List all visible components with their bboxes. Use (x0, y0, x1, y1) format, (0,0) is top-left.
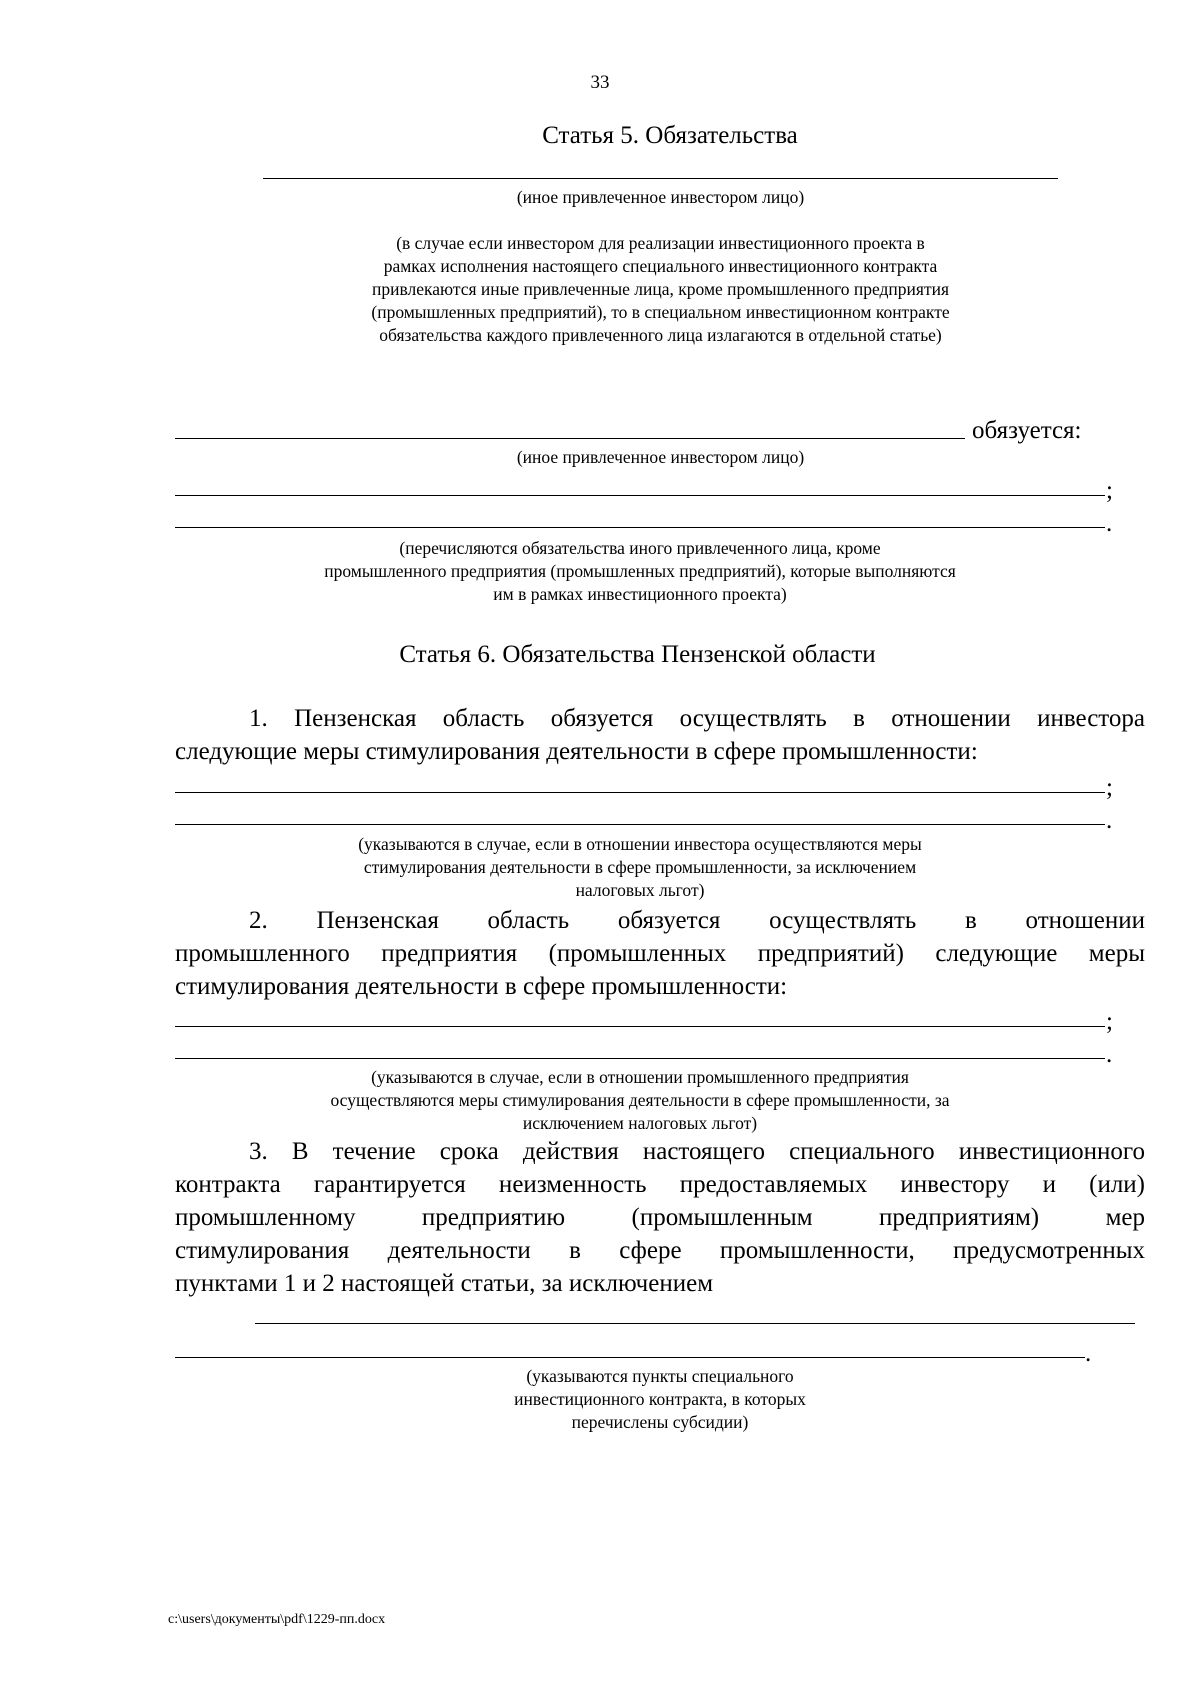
period: . (1085, 1340, 1092, 1367)
paragraph-3-line-1: 3. В течение срока действия настоящего специального инвестиционного (249, 1138, 1145, 1165)
paragraph-2-line-2: промышленного предприятия (промышленных предприятий) следующие меры (175, 940, 1145, 967)
paragraph-1-line-2: следующие меры стимулирования деятельности в сфере промышленности: (175, 738, 978, 765)
note-line: (в случае если инвестором для реализации инвестиционного проекта в (396, 233, 925, 253)
note-case (263, 232, 1058, 347)
note-line: стимулирования деятельности в сфере промышленности, за исключением (363, 857, 917, 877)
paragraph-2-line-3: стимулирования деятельности в сфере промышленности: (175, 973, 788, 1000)
note-line: инвестиционного контракта, в которых (514, 1389, 806, 1409)
semicolon: ; (1106, 774, 1113, 801)
period: . (1106, 510, 1113, 537)
obliges-text: обязуется: (972, 417, 1082, 444)
note-line: перечислены субсидии) (571, 1412, 749, 1432)
paragraph-3-line-4: стимулирования деятельности в сфере промышленности, предусмотренных (175, 1237, 1145, 1264)
note-line: налоговых льгот) (575, 880, 705, 900)
blank-line (175, 1357, 1085, 1358)
article-5-title: Статья 5. Обязательства (542, 122, 798, 149)
note-line: привлекаются иные привлеченные лица, кроме промышленного предприятия (371, 279, 950, 299)
semicolon: ; (1106, 477, 1113, 504)
note-other-person: (иное привлеченное инвестором лицо) (516, 447, 805, 467)
note-line: (указываются в случае, если в отношении инвестора осуществляются меры (358, 834, 922, 854)
note-paragraph-1 (175, 833, 1105, 902)
paragraph-2-line-1: 2. Пензенская область обязуется осуществлять в отношении (249, 907, 1145, 934)
blank-line (175, 527, 1105, 528)
note-line: рамках исполнения настоящего специального инвестиционного контракта (383, 256, 938, 276)
note-obligations (175, 537, 1105, 606)
note-line: промышленного предприятия (промышленных предприятий), которые выполняются (324, 561, 956, 581)
period: . (1106, 807, 1113, 834)
article-6-title: Статья 6. Обязательства Пензенской области (399, 641, 876, 668)
blank-line (175, 792, 1105, 793)
period: . (1106, 1041, 1113, 1068)
blank-line (255, 1323, 1135, 1324)
note-line: (указываются пункты специального (526, 1366, 794, 1386)
blank-line (263, 178, 1058, 179)
blank-line (175, 824, 1105, 825)
note-paragraph-3 (400, 1365, 920, 1434)
semicolon: ; (1106, 1008, 1113, 1035)
page-number: 33 (590, 72, 610, 93)
note-paragraph-2 (175, 1066, 1105, 1135)
blank-line (175, 495, 1105, 496)
note-other-person: (иное привлеченное инвестором лицо) (516, 187, 805, 207)
paragraph-3-line-3: промышленному предприятию (промышленным предприятиям) мер (175, 1204, 1145, 1231)
note-line: исключением налоговых льгот) (522, 1113, 758, 1133)
blank-line (175, 1058, 1105, 1059)
paragraph-3-line-5: пунктами 1 и 2 настоящей статьи, за исключением (175, 1270, 714, 1297)
note-line: (указываются в случае, если в отношении промышленного предприятия (371, 1067, 909, 1087)
paragraph-3-line-2: контракта гарантируется неизменность предоставляемых инвестору и (или) (175, 1171, 1145, 1198)
footer-file-path: c:\users\документы\pdf\1229-пп.docx (168, 1612, 386, 1627)
note-line: обязательства каждого привлеченного лица излагаются в отдельной статье) (379, 325, 942, 345)
note-line: им в рамках инвестиционного проекта) (493, 584, 787, 604)
blank-line (175, 1026, 1105, 1027)
paragraph-1-line-1: 1. Пензенская область обязуется осуществлять в отношении инвестора (249, 705, 1145, 732)
blank-line (175, 438, 965, 439)
note-line: (перечисляются обязательства иного привлеченного лица, кроме (399, 538, 881, 558)
note-line: (промышленных предприятий), то в специальном инвестиционном контракте (371, 302, 950, 322)
note-line: осуществляются меры стимулирования деятельности в сфере промышленности, за (330, 1090, 950, 1110)
